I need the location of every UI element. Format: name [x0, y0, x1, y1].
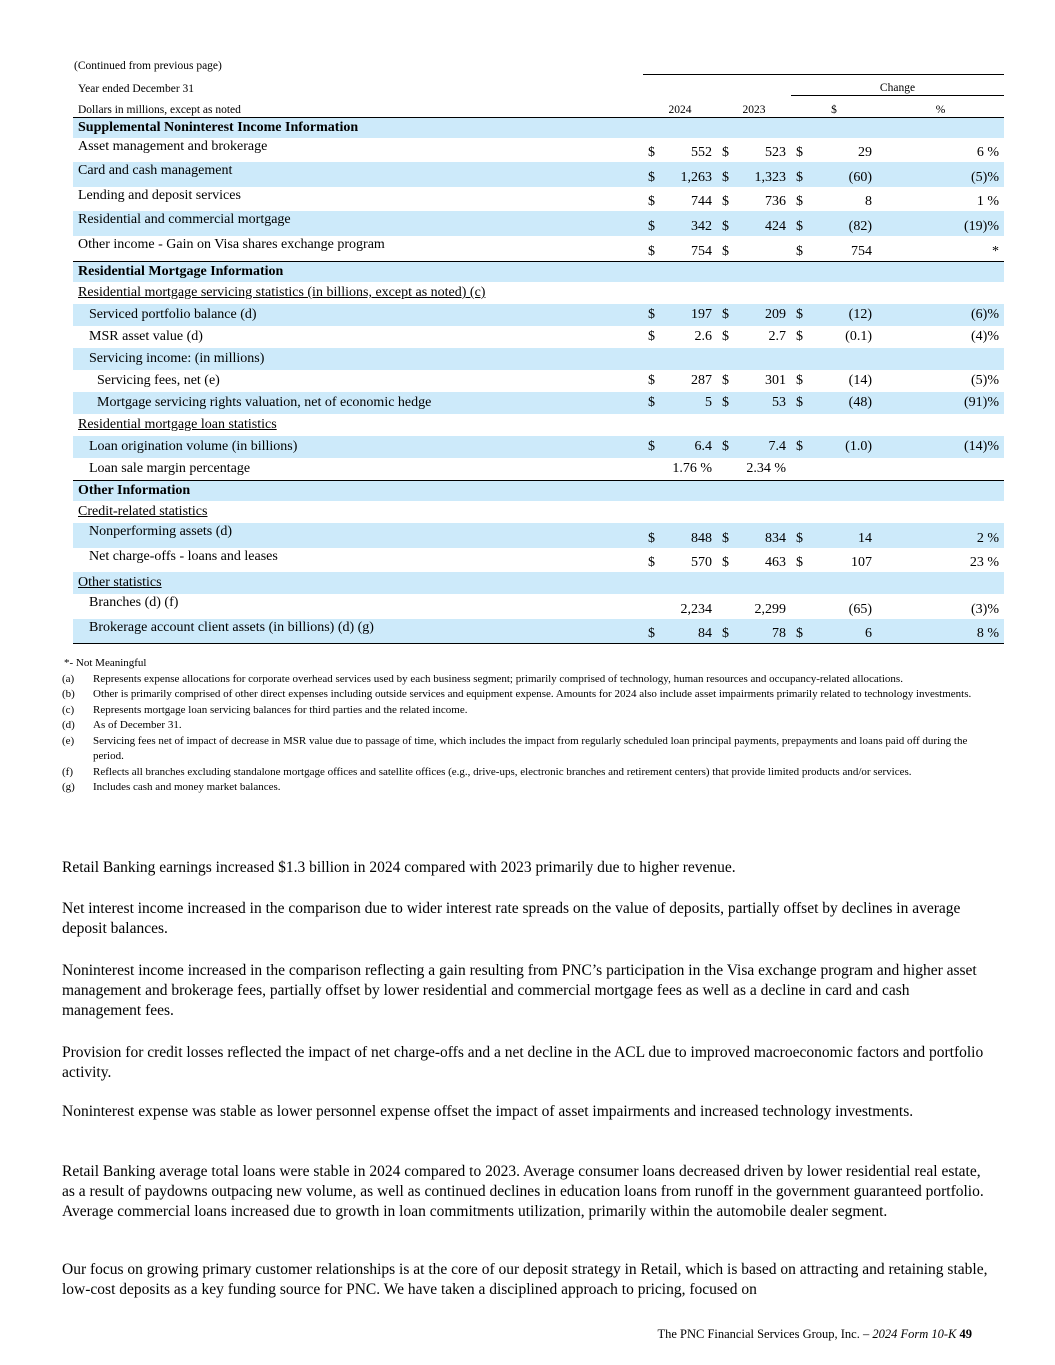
- currency-2023: $: [722, 329, 729, 344]
- currency-change: $: [796, 373, 803, 388]
- value-2023: [739, 236, 791, 262]
- subsection-label: Servicing income: (in millions): [73, 348, 1004, 370]
- pct-change: 8 %: [877, 619, 1004, 644]
- paragraph-provision: Provision for credit losses reflected the impact of net charge-offs and a net decline in the ACL due to improved macroeconomic factors and portfolio activity.: [62, 1044, 984, 1081]
- col-header-change-pct: %: [935, 104, 946, 116]
- table-row-serviced-portfolio-balance-d: [73, 304, 1004, 326]
- footnote-key: (d): [62, 719, 75, 731]
- footnote-key: (c): [62, 703, 75, 716]
- value-change: 107: [851, 555, 872, 570]
- value-2024: 342: [665, 211, 717, 236]
- table-row-brokerage-account-client-assets-in-billi: [73, 619, 1004, 644]
- value-change: 8: [865, 194, 872, 209]
- currency-2024: $: [643, 436, 665, 458]
- table-row-residential-and-commercial-mortgage: [73, 211, 1004, 236]
- footnote-key: (a): [62, 672, 75, 685]
- footnote-key: (f): [62, 765, 73, 778]
- value-2023: 2,299: [754, 602, 786, 617]
- currency-change: $: [791, 392, 813, 414]
- currency-change: $: [796, 244, 803, 259]
- footnote-text: As of December 31.: [93, 719, 182, 731]
- currency-change: $: [791, 211, 813, 236]
- pct-change: *: [992, 244, 999, 259]
- value-change: (65): [848, 602, 872, 617]
- currency-2024: $: [643, 304, 665, 326]
- value-2023: 834: [739, 523, 791, 548]
- value-2023: 2.34 %: [746, 461, 786, 476]
- value-2024: 754: [691, 244, 712, 259]
- value-change: (14): [848, 373, 872, 388]
- row-label: Nonperforming assets (d): [73, 523, 643, 548]
- table-row-asset-management-and-brokerage: [73, 138, 1004, 162]
- table-row-credit-related-statistics: [73, 501, 1004, 523]
- currency-2024: $: [643, 619, 665, 644]
- value-change: 754: [851, 244, 872, 259]
- currency-change: $: [796, 329, 803, 344]
- value-change: (1.0): [813, 436, 877, 458]
- currency-2023: $: [722, 555, 729, 570]
- row-label: Residential and commercial mortgage: [73, 211, 643, 236]
- value-2023: 53: [739, 392, 791, 414]
- row-label: Loan sale margin percentage: [89, 461, 251, 476]
- currency-change: [791, 594, 813, 619]
- row-label: Card and cash management: [73, 162, 643, 187]
- currency-2023: $: [722, 145, 729, 160]
- table-row-branches-d-f: [73, 594, 1004, 619]
- footer-company: The PNC Financial Services Group, Inc. –: [657, 1327, 870, 1341]
- section-row-supplemental-noninterest-income-informat: [73, 118, 1004, 139]
- page-number: 49: [959, 1327, 972, 1341]
- currency-2024: $: [648, 373, 655, 388]
- currency-2023: $: [717, 436, 739, 458]
- currency-2024: $: [648, 244, 655, 259]
- pct-change: (3)%: [971, 602, 999, 617]
- value-2023: 209: [739, 304, 791, 326]
- pct-change: (4)%: [971, 329, 999, 344]
- row-label: MSR asset value (d): [89, 329, 203, 344]
- not-meaningful-note: *- Not Meaningful: [64, 657, 147, 669]
- value-2023: 523: [765, 145, 786, 160]
- value-2023: 1,323: [739, 162, 791, 187]
- col-header-2024: 2024: [668, 104, 692, 116]
- currency-change: $: [796, 145, 803, 160]
- row-label: Net charge-offs - loans and leases: [89, 549, 278, 564]
- currency-2024: $: [648, 194, 655, 209]
- currency-2023: $: [722, 194, 729, 209]
- pct-change: (5)%: [971, 373, 999, 388]
- currency-2024: $: [648, 145, 655, 160]
- value-2024: 2.6: [694, 329, 712, 344]
- row-label: Branches (d) (f): [89, 595, 179, 610]
- pct-change: 23 %: [969, 555, 999, 570]
- pct-change: (14)%: [877, 436, 1004, 458]
- footnote-item: [62, 672, 992, 688]
- currency-change: $: [796, 555, 803, 570]
- value-2024: 5: [665, 392, 717, 414]
- subsection-label: Residential mortgage servicing statistics (in billions, except as noted) (c): [78, 285, 486, 300]
- table-row-servicing-fees-net-e: [73, 370, 1004, 392]
- currency-2024: $: [648, 329, 655, 344]
- retail-banking-supplemental-table: [73, 74, 1004, 644]
- currency-2024: $: [648, 555, 655, 570]
- continued-note: (Continued from previous page): [74, 60, 222, 72]
- header-row-change: [73, 75, 1004, 96]
- row-label: Other income - Gain on Visa shares exchange program: [78, 237, 385, 252]
- table-row-residential-mortgage-loan-statistics: [73, 414, 1004, 436]
- currency-2024: [643, 594, 665, 619]
- table-row-loan-origination-volume-in-billions: [73, 436, 1004, 458]
- value-2024: 1.76 %: [672, 461, 712, 476]
- change-label: Change: [791, 75, 1004, 96]
- empty-cell: [791, 458, 1004, 481]
- footnote-text: Represents mortgage loan servicing balances for third parties and the related income.: [93, 703, 468, 716]
- footnote-item: [62, 780, 992, 796]
- units-label: Dollars in millions, except as noted: [78, 104, 241, 116]
- table-row-loan-sale-margin-percentage: [73, 458, 1004, 481]
- paragraph-earnings: Retail Banking earnings increased $1.3 billion in 2024 compared with 2023 primarily due to higher revenue.: [62, 859, 736, 876]
- table-row-residential-mortgage-servicing-statistic: [73, 282, 1004, 304]
- table-row-servicing-income-in-millions: [73, 348, 1004, 370]
- currency-2023: $: [717, 523, 739, 548]
- value-2024: 552: [691, 145, 712, 160]
- year-label: Year ended December 31: [78, 82, 195, 95]
- value-change: (48): [813, 392, 877, 414]
- footnote-item: [62, 703, 992, 719]
- section-row-other-information: [73, 481, 1004, 502]
- value-2023: 463: [765, 555, 786, 570]
- header-row-years: [73, 96, 1004, 118]
- table-row-net-charge-offs-loans-and-leases: [73, 548, 1004, 572]
- row-label: Servicing fees, net (e): [97, 373, 220, 388]
- value-2023: 424: [739, 211, 791, 236]
- value-2024: 6.4: [665, 436, 717, 458]
- value-2023: 301: [765, 373, 786, 388]
- footnote-text: Represents expense allocations for corporate overhead services used by each business segment; primarily comprised of technology, human resources and occupancy-related allocations.: [93, 672, 903, 685]
- subsection-label: Residential mortgage loan statistics: [78, 417, 277, 432]
- table-row-nonperforming-assets-d: [73, 523, 1004, 548]
- table-row-lending-and-deposit-services: [73, 187, 1004, 211]
- currency-2023: $: [717, 162, 739, 187]
- value-change: (60): [813, 162, 877, 187]
- currency-2024: $: [643, 392, 665, 414]
- paragraph-noninterest-expense: Noninterest expense was stable as lower personnel expense offset the impact of asset impairments and increased technology investments.: [62, 1103, 914, 1120]
- footnote-key: (e): [62, 734, 75, 747]
- pct-change: (91)%: [877, 392, 1004, 414]
- footnotes: [62, 656, 992, 796]
- footnote-text: Includes cash and money market balances.: [93, 781, 281, 793]
- currency-change: $: [791, 436, 813, 458]
- currency-change: $: [791, 619, 813, 644]
- footer-form: 2024 Form 10-K: [872, 1327, 957, 1341]
- currency-2023: $: [717, 619, 739, 644]
- section-row-residential-mortgage-information: [73, 262, 1004, 283]
- value-change: (82): [813, 211, 877, 236]
- value-change: (12): [813, 304, 877, 326]
- value-change: 6: [813, 619, 877, 644]
- value-2023: 78: [739, 619, 791, 644]
- subsection-label: Other statistics: [73, 572, 1004, 594]
- paragraph-deposit-strategy: Our focus on growing primary customer relationships is at the core of our deposit strategy in Retail, which is based on attracting and retaining stable, low-cost deposits as a key funding source for PNC. We have taken a disciplined approach to pricing, focused on: [62, 1261, 988, 1298]
- currency-2024: $: [643, 211, 665, 236]
- row-label: Asset management and brokerage: [78, 139, 268, 154]
- currency-2023: $: [717, 392, 739, 414]
- subsection-label: Credit-related statistics: [78, 504, 208, 519]
- footnote-item: [62, 687, 992, 703]
- value-2024: 84: [665, 619, 717, 644]
- pct-change: 6 %: [976, 145, 999, 160]
- paragraph-average-loans: Retail Banking average total loans were stable in 2024 compared to 2023. Average consumer loans decreased driven by lower residential real estate, as a result of paydowns outpacing new volume, as well as continued declines in education loans from runoff in the government guaranteed portfolio. Average commercial loans increased due to growth in loan commitments utilization, primarily within the automobile dealer segment.: [62, 1163, 984, 1220]
- value-2024: 848: [665, 523, 717, 548]
- col-header-change-dollar: $: [831, 104, 837, 116]
- page-footer: [657, 1327, 972, 1342]
- pct-change: (19)%: [877, 211, 1004, 236]
- value-2023: 736: [765, 194, 786, 209]
- value-change: 14: [813, 523, 877, 548]
- value-2024: 2,234: [680, 602, 712, 617]
- row-label: Brokerage account client assets (in billions) (d) (g): [73, 619, 643, 644]
- currency-2023: $: [717, 211, 739, 236]
- footnote-key: (b): [62, 688, 75, 700]
- currency-change: $: [796, 194, 803, 209]
- value-change: (0.1): [845, 329, 872, 344]
- table-row-other-statistics: [73, 572, 1004, 594]
- footnote-text: Reflects all branches excluding standalone mortgage offices and satellite offices (e.g., drive-ups, electronic branches and retirement centers) that provide limited products and/or services.: [93, 765, 912, 778]
- col-header-2023: 2023: [742, 104, 766, 116]
- currency-2023: [717, 594, 739, 619]
- currency-change: $: [791, 523, 813, 548]
- pct-change: (6)%: [877, 304, 1004, 326]
- value-2024: 197: [665, 304, 717, 326]
- row-label: Loan origination volume (in billions): [73, 436, 643, 458]
- section-title: Supplemental Noninterest Income Information: [73, 118, 1004, 139]
- row-label: Lending and deposit services: [78, 188, 241, 203]
- currency-change: $: [791, 162, 813, 187]
- value-2024: 1,263: [665, 162, 717, 187]
- footnote-item: [62, 718, 992, 734]
- pct-change: (5)%: [877, 162, 1004, 187]
- footnote-text: Servicing fees net of impact of decrease in MSR value due to passage of time, which includes the impact from regularly scheduled loan principal payments, prepayments and loans paid off during the period.: [93, 734, 968, 762]
- value-change: 29: [858, 145, 872, 160]
- currency-2023: $: [722, 373, 729, 388]
- value-2024: 570: [691, 555, 712, 570]
- table-row-msr-asset-value-d: [73, 326, 1004, 348]
- footnote-key: (g): [62, 781, 75, 793]
- row-label: Mortgage servicing rights valuation, net of economic hedge: [73, 392, 643, 414]
- row-label: Serviced portfolio balance (d): [73, 304, 643, 326]
- footnote-item: [62, 734, 992, 765]
- currency-2023: $: [717, 304, 739, 326]
- pct-change: 1 %: [976, 194, 999, 209]
- value-2024: 744: [691, 194, 712, 209]
- table-row-mortgage-servicing-rights-valuation-net-: [73, 392, 1004, 414]
- section-title: Other Information: [73, 481, 1004, 502]
- currency-2024: $: [643, 523, 665, 548]
- table-row-card-and-cash-management: [73, 162, 1004, 187]
- value-2024: 287: [691, 373, 712, 388]
- paragraph-net-interest-income: Net interest income increased in the comparison due to wider interest rate spreads on the value of deposits, partially offset by declines in average deposit balances.: [62, 900, 961, 937]
- value-2023: 2.7: [768, 329, 786, 344]
- section-title: Residential Mortgage Information: [73, 262, 1004, 283]
- currency-2024: $: [643, 162, 665, 187]
- footnote-text: Other is primarily comprised of other direct expenses including outside services and equipment expense. Amounts for 2024 also include asset impairments primarily related to technology investments.: [93, 688, 972, 700]
- pct-change: 2 %: [877, 523, 1004, 548]
- paragraph-noninterest-income: Noninterest income increased in the comparison reflecting a gain resulting from PNC’s participation in the Visa exchange program and higher asset management and brokerage fees, partially offset by lower residential and commercial mortgage fees as well as a decline in card and cash management fees.: [62, 962, 977, 1019]
- currency-change: $: [791, 304, 813, 326]
- footnote-item: [62, 765, 992, 781]
- table-row-other-income-gain-on-visa-shares-exchang: [73, 236, 1004, 262]
- currency-2023: $: [722, 244, 729, 259]
- value-2023: 7.4: [739, 436, 791, 458]
